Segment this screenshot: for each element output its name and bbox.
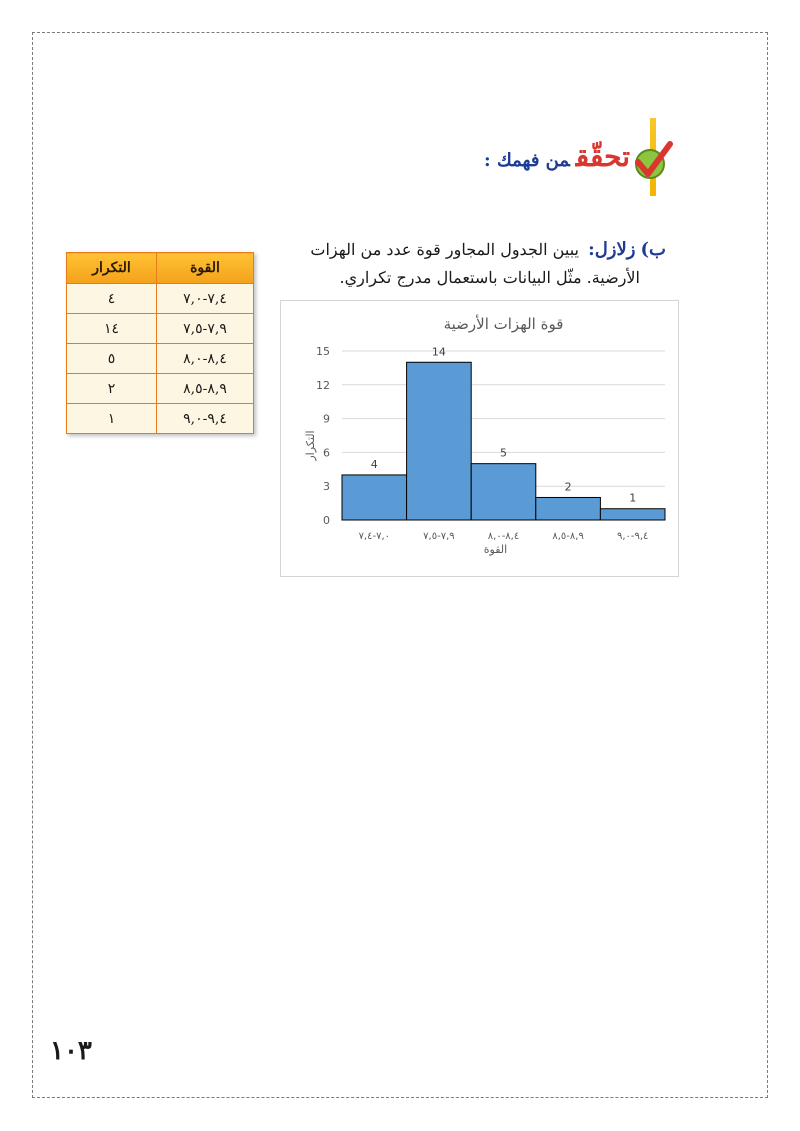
histogram-bar <box>536 497 601 520</box>
bar-data-label: 4 <box>370 457 378 471</box>
table-cell-frequency: ٢ <box>67 374 157 404</box>
section-title-main: تحقّق <box>575 140 630 173</box>
y-tick-label: 3 <box>323 480 330 494</box>
table-cell-frequency: ٤ <box>67 284 157 314</box>
page-number: ١٠٣ <box>50 1036 92 1066</box>
histogram-svg <box>281 301 680 578</box>
x-tick-label: ٩,٤-٩,٠ <box>616 531 649 542</box>
question-topic: زلازل: <box>588 239 636 260</box>
histogram-bar <box>407 362 472 520</box>
table-cell-strength: ٨,٩-٨,٥ <box>157 374 254 404</box>
table-header-row <box>67 253 254 284</box>
bar-data-label: 14 <box>431 345 446 359</box>
y-tick-label: 6 <box>323 446 330 460</box>
y-axis-label: التكرار <box>304 430 317 461</box>
table-row <box>67 344 254 374</box>
table-row <box>67 374 254 404</box>
bar-data-label: 1 <box>629 491 637 505</box>
x-tick-label: ٧,٩-٧,٥ <box>423 531 455 542</box>
histogram-chart <box>280 300 679 577</box>
table-cell-strength: ٧,٩-٧,٥ <box>157 314 254 344</box>
x-tick-label: ٨,٩-٨,٥ <box>552 531 584 542</box>
y-tick-label: 12 <box>316 378 330 392</box>
x-axis-label: القوة <box>483 543 508 556</box>
table-cell-strength: ٩,٤-٩,٠ <box>157 404 254 434</box>
table-cell-strength: ٨,٤-٨,٠ <box>157 344 254 374</box>
table-row <box>67 284 254 314</box>
section-title-sub: من فهمك : <box>484 150 570 171</box>
table-cell-frequency: ١٤ <box>67 314 157 344</box>
y-tick-label: 9 <box>323 412 330 426</box>
x-tick-label: ٨,٤-٨,٠ <box>487 531 520 542</box>
question-label: ب) <box>640 239 666 260</box>
question-line-2: الأرضية. مثّل البيانات باستعمال مدرج تكراري. <box>339 268 640 287</box>
question-text <box>286 236 666 292</box>
chart-title: قوة الهزات الأرضية <box>443 315 564 333</box>
table-row <box>67 314 254 344</box>
y-tick-label: 15 <box>316 345 330 358</box>
question-line-1: يبين الجدول المجاور قوة عدد من الهزات <box>310 240 579 259</box>
histogram-bar <box>471 464 536 520</box>
histogram-bar <box>600 509 665 520</box>
section-title <box>484 140 630 173</box>
table-cell-frequency: ٥ <box>67 344 157 374</box>
x-tick-label: ٧,٠-٧,٤ <box>358 531 391 542</box>
table-header-frequency: التكرار <box>67 253 157 284</box>
bar-data-label: 5 <box>500 446 507 460</box>
table-cell-frequency: ١ <box>67 404 157 434</box>
table-header-strength: القوة <box>157 253 254 284</box>
histogram-bar <box>342 475 407 520</box>
bar-data-label: 2 <box>564 480 572 494</box>
section-header <box>440 118 680 196</box>
checkmark-badge-icon <box>630 138 674 182</box>
y-tick-label: 0 <box>323 514 330 527</box>
table-cell-strength: ٧,٤-٧,٠ <box>157 284 254 314</box>
table-row <box>67 404 254 434</box>
frequency-table <box>66 252 254 434</box>
